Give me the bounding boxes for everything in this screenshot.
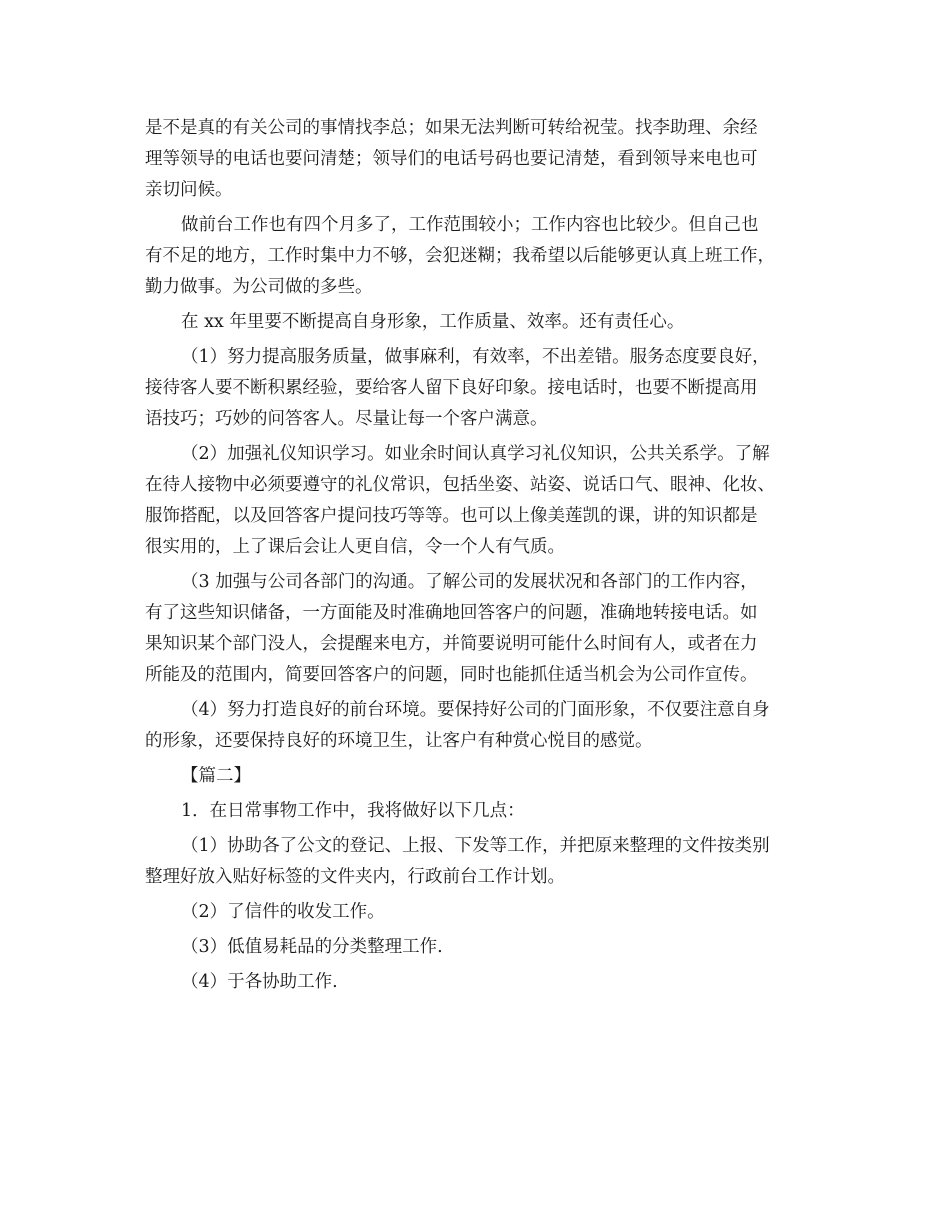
text-line: 勤力做事。为公司做的多些。 xyxy=(145,277,373,297)
text-line: （1）协助各了公文的登记、上报、下发等工作，并把原来整理的文件按类别 xyxy=(181,836,770,856)
text-line: （2）了信件的收发工作。 xyxy=(181,902,385,922)
paragraph-daily-work xyxy=(145,796,815,827)
paragraph-task-2 xyxy=(145,897,815,928)
text-line: 果知识某个部门没人，会提醒来电方，并简要说明可能什么时间有人，或者在力 xyxy=(145,634,758,654)
text-line: 服饰搭配，以及回答客户提问技巧等等。也可以上像美莲凯的课，讲的知识都是 xyxy=(145,506,758,526)
text-line: 接待客人要不断积累经验，要给客人留下良好印象。接电话时，也要不断提高用 xyxy=(145,378,758,398)
text-line: 亲切问候。 xyxy=(145,180,233,200)
text-line: 的形象，还要保持良好的环境卫生，让客户有种赏心悦目的感觉。 xyxy=(145,731,653,751)
paragraph-task-3 xyxy=(145,932,815,963)
text-line: （4）于各协助工作. xyxy=(181,972,338,992)
text-line: 语技巧；巧妙的问答客人。尽量让每一个客户满意。 xyxy=(145,409,548,429)
text-line: 所能及的范围内，简要回答客户的问题，同时也能抓住适当机会为公司作宣传。 xyxy=(145,665,758,685)
section-heading: 【篇二】 xyxy=(181,766,251,786)
text-line: 是不是真的有关公司的事情找李总；如果无法判断可转给祝莹。找李助理、余经 xyxy=(145,118,758,138)
text-line: 理等领导的电话也要问清楚；领导们的电话号码也要记清楚，看到领导来电也可 xyxy=(145,149,758,169)
text-line: 在 xx 年里要不断提高自身形象，工作质量、效率。还有责任心。 xyxy=(181,312,685,332)
text-line: 1．在日常事物工作中，我将做好以下几点： xyxy=(181,801,525,821)
text-line: （1）努力提高服务质量，做事麻利，有效率，不出差错。服务态度要良好， xyxy=(181,347,770,367)
paragraph-item-2 xyxy=(145,439,815,563)
paragraph-item-4 xyxy=(145,695,815,757)
paragraph-continuation xyxy=(145,113,815,206)
paragraph-task-1 xyxy=(145,831,815,893)
text-line: 整理好放入贴好标签的文件夹内，行政前台工作计划。 xyxy=(145,867,565,887)
paragraph-work-reflection xyxy=(145,210,815,303)
paragraph-item-1 xyxy=(145,342,815,435)
text-line: （3 加强与公司各部门的沟通。了解公司的发展状况和各部门的工作内容， xyxy=(181,572,758,592)
paragraph-task-4 xyxy=(145,967,815,998)
document-body xyxy=(145,113,815,1002)
text-line: 有了这些知识储备，一方面能及时准确地回答客户的问题，准确地转接电话。如 xyxy=(145,603,758,623)
paragraph-yearly-goal xyxy=(145,307,815,338)
text-line: （3）低值易耗品的分类整理工作. xyxy=(181,937,443,957)
text-line: （2）加强礼仪知识学习。如业余时间认真学习礼仪知识，公共关系学。了解 xyxy=(181,444,770,464)
text-line: 有不足的地方，工作时集中力不够，会犯迷糊；我希望以后能够更认真上班工作， xyxy=(145,246,775,266)
paragraph-item-3 xyxy=(145,567,815,691)
text-line: 在待人接物中必须要遵守的礼仪常识，包括坐姿、站姿、说话口气、眼神、化妆、 xyxy=(145,475,775,495)
text-line: 很实用的，上了课后会让人更自信，令一个人有气质。 xyxy=(145,537,565,557)
text-line: 做前台工作也有四个月多了，工作范围较小；工作内容也比较少。但自己也 xyxy=(181,215,759,235)
text-line: （4）努力打造良好的前台环境。要保持好公司的门面形象，不仅要注意自身 xyxy=(181,700,770,720)
